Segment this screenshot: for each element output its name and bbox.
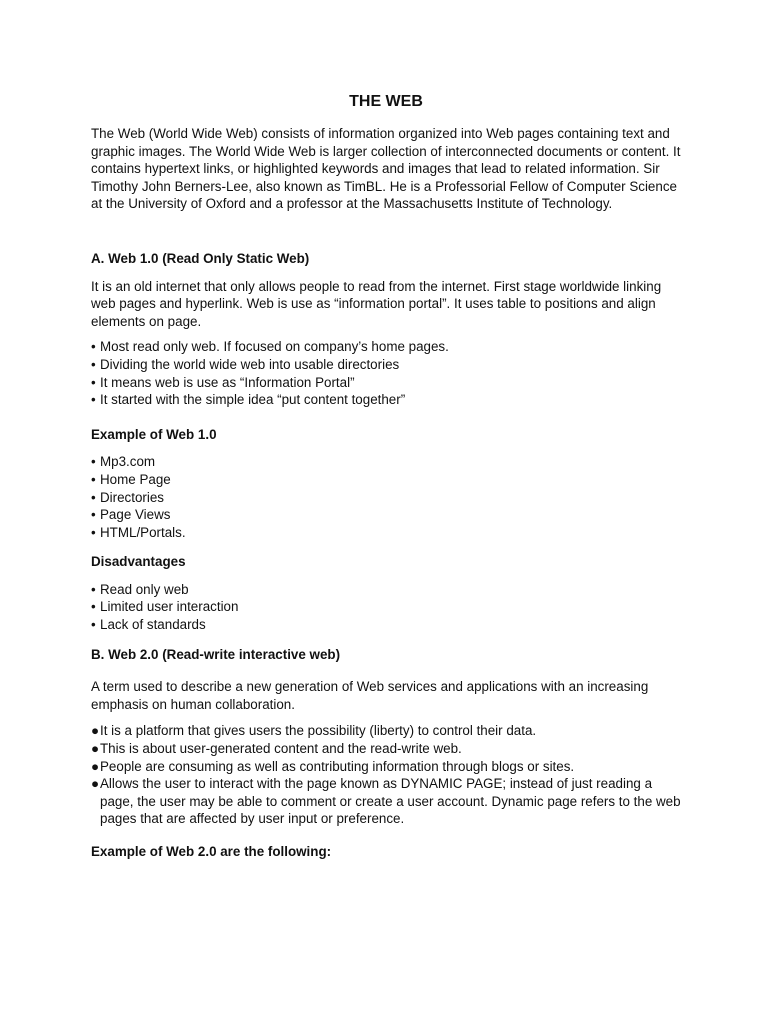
list-item xyxy=(91,581,681,599)
list-item-text: HTML/Portals. xyxy=(100,524,186,540)
bullet-icon: • xyxy=(91,507,96,523)
list-item xyxy=(91,506,681,524)
section-heading-web2: B. Web 2.0 (Read-write interactive web) xyxy=(91,646,341,662)
bullet-icon: ● xyxy=(91,758,100,774)
list-item-text: Mp3.com xyxy=(100,454,156,470)
list-item xyxy=(91,489,681,507)
list-item-text: Limited user interaction xyxy=(100,599,239,615)
list-item-text: Most read only web. If focused on company’s home pages. xyxy=(100,339,449,355)
list-item-text: People are consuming as well as contributing information through blogs or sites. xyxy=(100,758,575,774)
list-item xyxy=(91,471,681,489)
list-item xyxy=(91,391,681,409)
disadvantages-list xyxy=(91,581,681,634)
subheading-web2-examples: Example of Web 2.0 are the following: xyxy=(91,844,332,859)
list-item-text: Directories xyxy=(100,489,164,505)
bullet-icon: • xyxy=(91,599,96,615)
list-item xyxy=(91,616,681,634)
bullet-icon: ● xyxy=(91,741,100,757)
list-item-text: It means web is use as “Information Portal” xyxy=(100,374,355,390)
bullet-icon: • xyxy=(91,374,96,390)
web2-bullet-list xyxy=(91,722,681,828)
list-item-text: Lack of standards xyxy=(100,617,206,633)
list-item xyxy=(91,758,681,776)
subheading-disadvantages: Disadvantages xyxy=(91,554,186,570)
section-heading-web1: A. Web 1.0 (Read Only Static Web) xyxy=(91,250,310,266)
list-item xyxy=(91,338,681,356)
bullet-icon: • xyxy=(91,524,96,540)
page-title: THE WEB xyxy=(349,93,423,110)
list-item-text: Allows the user to interact with the page known as DYNAMIC PAGE; instead of just reading a page, the user may be able to comment or create a user account. Dynamic page refers to the web pages that are affected by user input or preference. xyxy=(100,776,681,827)
list-item-text: Dividing the world wide web into usable directories xyxy=(100,356,400,372)
list-item xyxy=(91,775,681,828)
list-item xyxy=(91,453,681,471)
list-item xyxy=(91,598,681,616)
bullet-icon: • xyxy=(91,581,96,597)
web2-paragraph: A term used to describe a new generation of Web services and applications with an increasing emphasis on human collaboration. xyxy=(91,679,649,712)
bullet-icon: ● xyxy=(91,723,100,739)
bullet-icon: • xyxy=(91,489,96,505)
list-item xyxy=(91,722,681,740)
subheading-web1-examples: Example of Web 1.0 xyxy=(91,426,217,442)
list-item-text: It started with the simple idea “put content together” xyxy=(100,392,406,408)
list-item-text: This is about user-generated content and the read-write web. xyxy=(100,741,462,757)
web1-bullet-list xyxy=(91,338,681,408)
bullet-icon: • xyxy=(91,392,96,408)
bullet-icon: • xyxy=(91,339,96,355)
bullet-icon: • xyxy=(91,454,96,470)
list-item xyxy=(91,356,681,374)
list-item-text: Page Views xyxy=(100,507,171,523)
web1-examples-list xyxy=(91,453,681,541)
list-item-text: Home Page xyxy=(100,471,171,487)
intro-paragraph: The Web (World Wide Web) consists of information organized into Web pages containing text and graphic images. The World Wide Web is larger collection of interconnected documents or content. It contains hypertext links, or highlighted keywords and images that lead to related information. Sir Timothy John Berners-Lee, also known as TimBL. He is a Professorial Fellow of Computer Science at the University of Oxford and a professor at the Massachusetts Institute of Technology. xyxy=(91,126,681,212)
bullet-icon: • xyxy=(91,356,96,372)
document-content xyxy=(91,92,681,861)
bullet-icon: • xyxy=(91,471,96,487)
list-item xyxy=(91,740,681,758)
bullet-icon: ● xyxy=(91,776,100,792)
list-item-text: It is a platform that gives users the possibility (liberty) to control their data. xyxy=(100,723,537,739)
list-item xyxy=(91,524,681,542)
list-item xyxy=(91,374,681,392)
bullet-icon: • xyxy=(91,617,96,633)
web1-paragraph: It is an old internet that only allows people to read from the internet. First stage worldwide linking web pages and hyperlink. Web is use as “information portal”. It uses table to positions and align elements on page. xyxy=(91,278,662,329)
list-item-text: Read only web xyxy=(100,581,189,597)
